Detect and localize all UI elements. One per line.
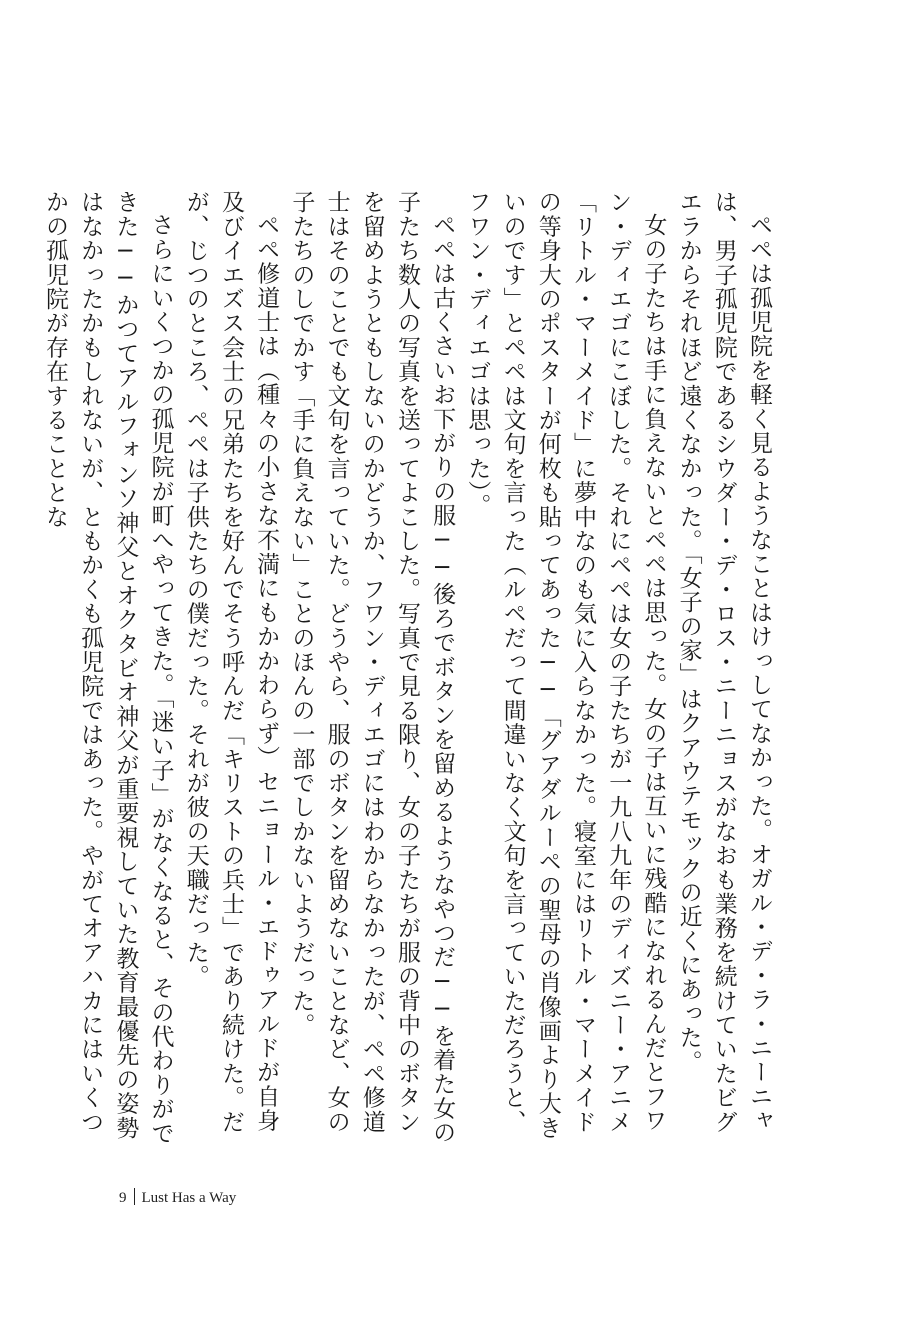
paragraph: さらにいくつかの孤児院が町へやってきた。「迷い子」がなくなると、その代わりができた──かつてアルフォンソ神父とオクタビオ神父が重要視していた教育最優先の姿勢はなかったかもしれないが、ともかくも孤児院ではあった。やがてオアハカにはいくつかの孤児院が存在することとな [41, 190, 174, 1146]
running-title: Lust Has a Way [141, 1190, 237, 1206]
paragraph: 女の子たちは手に負えないとペペは思った。女の子は互いに残酷になれるんだとフワン・ディエゴにこぼした。それにペペは女の子たちが一九八九年のディズニー・アニメ「リトル・マーメイド」に夢中なのも気に入らなかった。寝室にはリトル・マーメイドの等身大のポスターが何枚も貼ってあった──「グアダルーペの聖母の肖像画より大きいのです」とペペは文句を言った（ルペだって間違いなく文句を言っていただろうと、フワン・ディエゴは思った）。 [464, 190, 667, 1140]
folio [119, 1188, 236, 1207]
folio-divider [134, 1188, 135, 1205]
body-text [41, 190, 776, 1150]
paragraph: ペペは古くさいお下がりの服──後ろでボタンを留めるようなやつだ──を着た女の子たち数人の写真を送ってよこした。写真で見る限り、女の子たちが服の背中のボタンを留めようともしないのかどうか、フワン・ディエゴにはわからなかったが、ペペ修道士はそのことでも文句を言っていた。どうやら、服のボタンを留めないことなど、女の子たちのしでかす「手に負えない」ことのほんの一部でしかないようだった。 [288, 190, 456, 1145]
page-number: 9 [119, 1190, 127, 1206]
paragraph: ペペは孤児院を軽く見るようなことはけっしてなかった。オガル・デ・ラ・ニーニャは、男子孤児院であるシウダー・デ・ロス・ニーニョスがなおも業務を続けていたビグエラからそれほど遠くなかった。「女子の家」はクアウテモックの近くにあった。 [675, 190, 772, 1134]
paragraph: ペペ修道士は（種々の小さな不満にもかかわらず）セニョール・エドゥアルドが自身及びイエズス会士の兄弟たちを好んでそう呼んだ「キリストの兵士」であり続けた。だが、じつのところ、ペペは子供たちの僕だった。それが彼の天職だった。 [182, 190, 280, 1134]
